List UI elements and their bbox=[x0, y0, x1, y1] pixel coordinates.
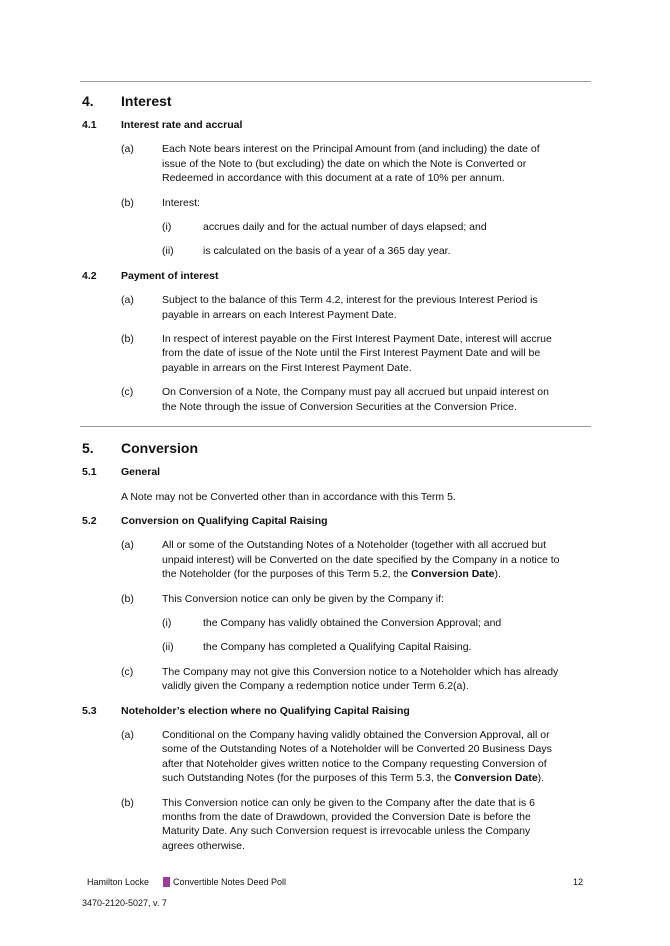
clause-paragraph bbox=[82, 220, 592, 234]
text-line: Conditional on the Company having validly obtained the Conversion Approval, all or bbox=[162, 728, 550, 741]
text-line: months from the date of Drawdown, provided the Conversion Date is before the bbox=[162, 811, 531, 823]
clause-number: 5.3 bbox=[82, 704, 97, 717]
clause-number: (b) bbox=[121, 196, 134, 209]
clause-number: 4.2 bbox=[82, 269, 97, 282]
text-line: All or some of the Outstanding Notes of a Noteholder (together with all accrued but bbox=[162, 539, 547, 552]
top-rule bbox=[80, 81, 591, 82]
clause-paragraph bbox=[82, 244, 592, 258]
text-line: This Conversion notice can only be given to the Company after the date that is 6 bbox=[162, 796, 535, 809]
clause-text bbox=[162, 538, 592, 581]
clause-text: Conversion bbox=[121, 440, 199, 457]
text-line: the Company has validly obtained the Conversion Approval; and bbox=[203, 616, 502, 629]
text-line: after that Noteholder gives written notice to the Company requesting Conversion of bbox=[162, 757, 547, 770]
text-line: accrues daily and for the actual number of days elapsed; and bbox=[203, 221, 487, 234]
clause-number: (b) bbox=[121, 592, 134, 605]
clause-number: 4.1 bbox=[82, 119, 97, 131]
page-number: 12 bbox=[573, 877, 584, 887]
clause-heading bbox=[82, 269, 592, 283]
clause-paragraph bbox=[82, 640, 592, 654]
clause-text bbox=[203, 616, 592, 630]
clause-text: Interest rate and accrual bbox=[121, 119, 243, 131]
clause-number: (i) bbox=[162, 221, 172, 234]
clause-number: (a) bbox=[121, 143, 134, 156]
section-heading bbox=[82, 92, 592, 110]
footer-accent-square bbox=[163, 877, 170, 887]
clause-paragraph bbox=[82, 490, 592, 504]
clause-heading bbox=[82, 465, 592, 479]
text-segment: the Noteholder (for the purposes of this Term 5.2, the bbox=[162, 568, 412, 581]
text-line: payable in arrears on the First Interest Payment Date. bbox=[162, 361, 412, 374]
text-segment: such Outstanding Notes (for the purposes of this Term 5.3, the bbox=[162, 772, 455, 785]
clause-text bbox=[162, 665, 592, 694]
clause-number: (b) bbox=[121, 796, 134, 809]
clause-number: 5.2 bbox=[82, 514, 97, 527]
clause-text bbox=[203, 220, 592, 234]
clause-text: General bbox=[121, 466, 161, 479]
clause-heading bbox=[82, 118, 592, 132]
section-heading bbox=[82, 439, 592, 457]
document-id: 3470-2120-5027, v. 7 bbox=[82, 898, 167, 908]
clause-number: (a) bbox=[121, 294, 134, 307]
clause-number: 5.1 bbox=[82, 466, 97, 479]
clause-text bbox=[121, 490, 592, 504]
page-footer bbox=[87, 876, 587, 888]
text-line: some of the Outstanding Notes of a Noteholder will be Converted 20 Business Days bbox=[162, 743, 552, 756]
clause-text: Payment of interest bbox=[121, 269, 219, 282]
clause-text bbox=[162, 385, 592, 414]
text-line bbox=[162, 771, 592, 785]
text-line: agrees otherwise. bbox=[162, 839, 245, 852]
clause-text bbox=[162, 592, 592, 606]
clause-number: (a) bbox=[121, 728, 134, 741]
clause-paragraph bbox=[82, 616, 592, 630]
clause-paragraph bbox=[82, 332, 592, 375]
text-line: Subject to the balance of this Term 4.2, interest for the previous Interest Period is bbox=[162, 294, 538, 307]
text-line: from the date of issue of the Note until the First Interest Payment Date and will be bbox=[162, 347, 541, 360]
clause-text bbox=[162, 332, 592, 375]
clause-text bbox=[162, 293, 592, 322]
clause-number: (a) bbox=[121, 539, 134, 552]
text-line: Maturity Date. Any such Conversion request is irrevocable unless the Company bbox=[162, 825, 531, 838]
defined-term: Conversion Date bbox=[454, 772, 538, 785]
clause-paragraph bbox=[82, 796, 592, 854]
text-line: Interest: bbox=[162, 196, 200, 209]
clause-paragraph bbox=[82, 196, 592, 210]
text-line: payable in arrears on each Interest Payment Date. bbox=[162, 308, 397, 321]
clause-heading bbox=[82, 704, 592, 718]
text-line: A Note may not be Converted other than in accordance with this Term 5. bbox=[121, 490, 456, 503]
clause-paragraph bbox=[82, 142, 592, 185]
text-line: issue of the Note to (but excluding) the date on which the Note is Converted or bbox=[162, 157, 527, 170]
clause-text bbox=[203, 244, 592, 258]
footer-firm: Hamilton Locke bbox=[87, 877, 150, 887]
text-line: This Conversion notice can only be given by the Company if: bbox=[162, 592, 444, 605]
clause-text bbox=[162, 142, 592, 185]
clause-number: (b) bbox=[121, 333, 134, 346]
footer-document-title: Convertible Notes Deed Poll bbox=[173, 877, 287, 887]
text-line: Each Note bears interest on the Principal Amount from (and including) the date of bbox=[162, 143, 540, 156]
text-segment: ). bbox=[494, 568, 501, 581]
clause-text bbox=[162, 796, 592, 854]
clause-text: Noteholder’s election where no Qualifying Capital Raising bbox=[121, 704, 410, 717]
clause-text bbox=[203, 640, 592, 654]
clause-number: (ii) bbox=[162, 641, 174, 654]
clause-number: 5. bbox=[82, 440, 94, 457]
clause-text bbox=[162, 728, 592, 786]
text-line: validly given the Company a redemption notice under Term 6.2(a). bbox=[162, 680, 469, 693]
clause-number: (ii) bbox=[162, 245, 174, 258]
clause-paragraph bbox=[82, 592, 592, 606]
clause-text: Interest bbox=[121, 93, 172, 109]
clause-paragraph bbox=[82, 665, 592, 694]
text-line: the Company has completed a Qualifying Capital Raising. bbox=[203, 641, 472, 654]
clause-paragraph bbox=[82, 538, 592, 581]
clause-paragraph bbox=[82, 728, 592, 786]
clause-paragraph bbox=[82, 385, 592, 414]
clause-number: (c) bbox=[121, 665, 134, 678]
text-line: unpaid interest) will be Converted on the date specified by the Company in a notice to bbox=[162, 553, 560, 566]
clause-number: (c) bbox=[121, 386, 134, 399]
text-line: the Note through the issue of Conversion Securities at the Conversion Price. bbox=[162, 400, 517, 413]
text-line: The Company may not give this Conversion notice to a Noteholder which has already bbox=[162, 665, 559, 678]
text-line: is calculated on the basis of a year of a 365 day year. bbox=[203, 245, 451, 258]
section-divider bbox=[80, 426, 591, 427]
text-line: On Conversion of a Note, the Company must pay all accrued but unpaid interest on bbox=[162, 386, 549, 399]
clause-number: 4. bbox=[82, 93, 94, 109]
clause-paragraph bbox=[82, 293, 592, 322]
clause-number: (i) bbox=[162, 616, 172, 629]
text-line: In respect of interest payable on the First Interest Payment Date, interest will accrue bbox=[162, 333, 552, 346]
clause-text: Conversion on Qualifying Capital Raising bbox=[121, 514, 328, 527]
clause-heading bbox=[82, 514, 592, 528]
text-line bbox=[162, 567, 592, 581]
document-body bbox=[82, 92, 592, 853]
text-line: Redeemed in accordance with this document at a rate of 10% per annum. bbox=[162, 172, 505, 185]
clause-text bbox=[162, 196, 592, 210]
text-segment: ). bbox=[537, 772, 545, 785]
defined-term: Conversion Date bbox=[411, 568, 495, 581]
